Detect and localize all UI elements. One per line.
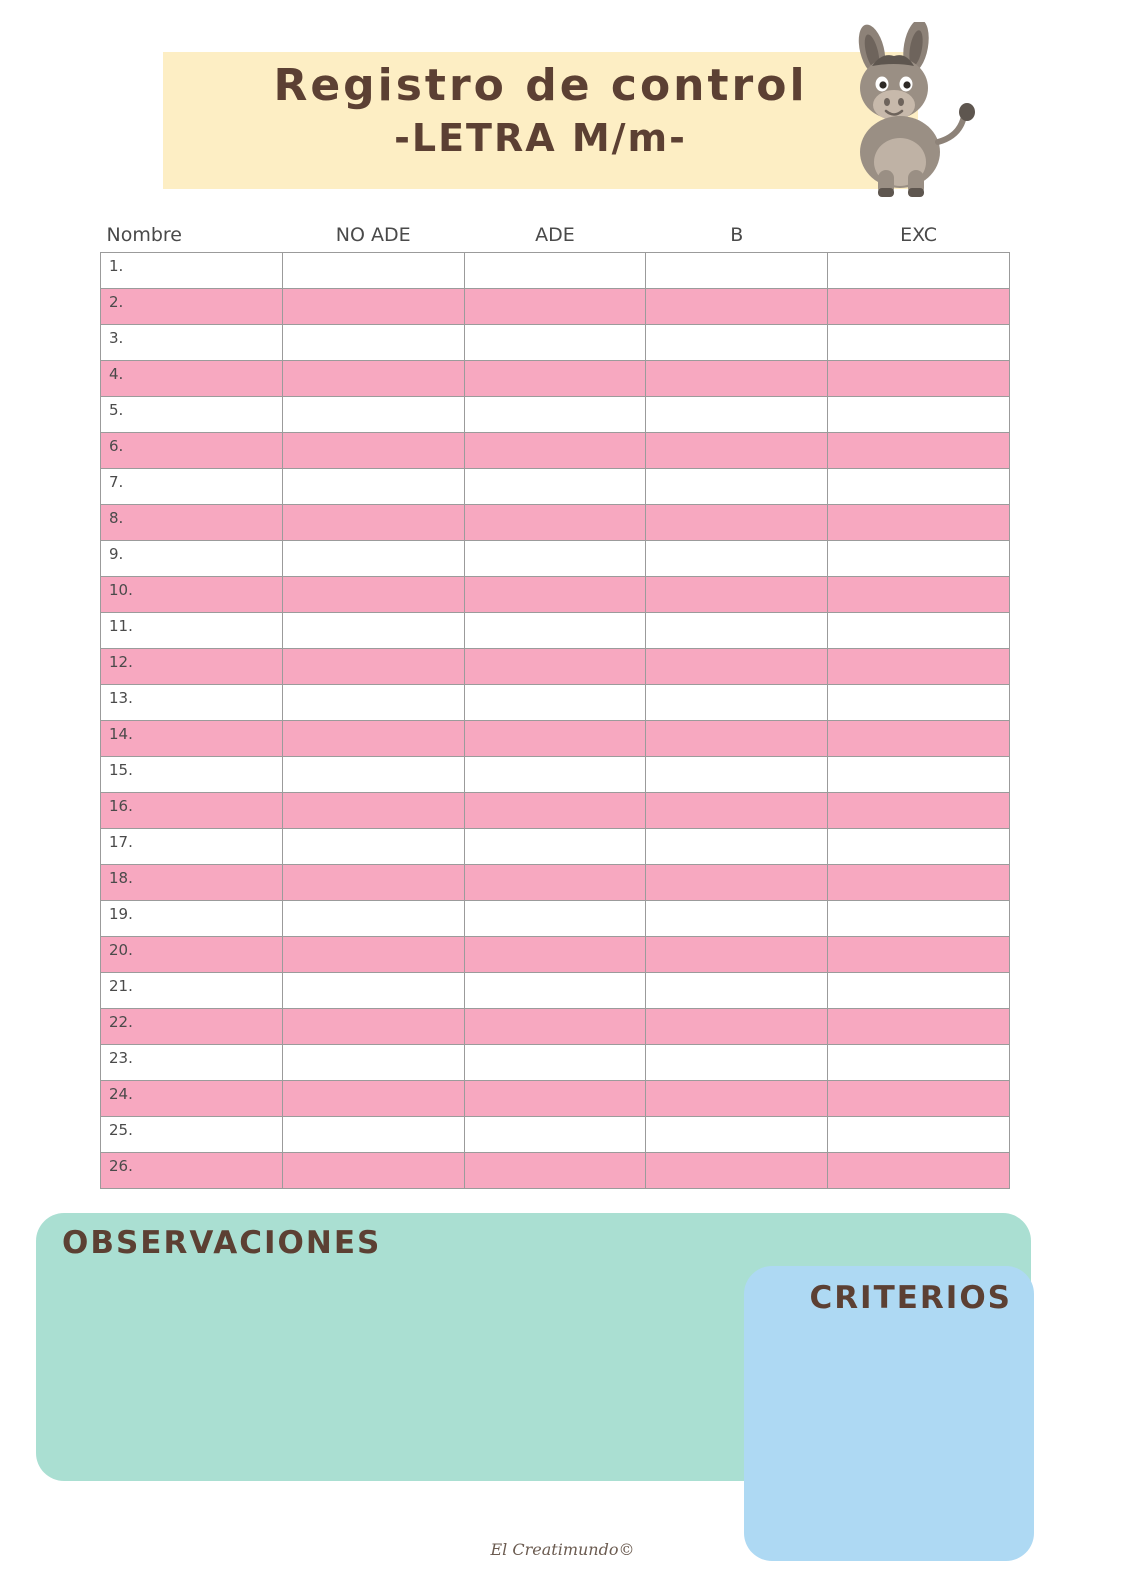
table-body — [101, 253, 1010, 1189]
column-header-no-ade: NO ADE — [335, 224, 411, 246]
row-number: 7. — [109, 473, 124, 491]
cell-b[interactable] — [646, 757, 828, 793]
cell-nombre[interactable] — [101, 361, 283, 397]
cell-b[interactable] — [646, 433, 828, 469]
cell-b[interactable] — [646, 469, 828, 505]
cell-ade[interactable] — [464, 1045, 646, 1081]
cell-ade[interactable] — [464, 505, 646, 541]
table-row[interactable] — [101, 865, 1010, 901]
cell-no-ade[interactable] — [282, 865, 464, 901]
row-number: 8. — [109, 509, 124, 527]
cell-no-ade[interactable] — [282, 901, 464, 937]
cell-nombre[interactable] — [101, 1081, 283, 1117]
cell-no-ade[interactable] — [282, 685, 464, 721]
cell-exc[interactable] — [828, 289, 1010, 325]
cell-exc[interactable] — [828, 469, 1010, 505]
cell-nombre[interactable] — [101, 253, 283, 289]
row-number: 26. — [109, 1157, 133, 1175]
cell-nombre[interactable] — [101, 1117, 283, 1153]
row-number: 5. — [109, 401, 124, 419]
cell-ade[interactable] — [464, 973, 646, 1009]
cell-b[interactable] — [646, 325, 828, 361]
row-number: 15. — [109, 761, 133, 779]
cell-no-ade[interactable] — [282, 1045, 464, 1081]
cell-nombre[interactable] — [101, 613, 283, 649]
cell-exc[interactable] — [828, 541, 1010, 577]
cell-nombre[interactable] — [101, 1045, 283, 1081]
cell-ade[interactable] — [464, 1081, 646, 1117]
table-row[interactable] — [101, 721, 1010, 757]
cell-exc[interactable] — [828, 937, 1010, 973]
cell-nombre[interactable] — [101, 757, 283, 793]
cell-nombre[interactable] — [101, 865, 283, 901]
cell-b[interactable] — [646, 1009, 828, 1045]
cell-exc[interactable] — [828, 1009, 1010, 1045]
table-row[interactable] — [101, 973, 1010, 1009]
cell-exc[interactable] — [828, 1153, 1010, 1189]
cell-nombre[interactable] — [101, 325, 283, 361]
table-row[interactable] — [101, 577, 1010, 613]
cell-ade[interactable] — [464, 541, 646, 577]
cell-b[interactable] — [646, 541, 828, 577]
cell-ade[interactable] — [464, 1009, 646, 1045]
cell-no-ade[interactable] — [282, 433, 464, 469]
cell-b[interactable] — [646, 793, 828, 829]
cell-no-ade[interactable] — [282, 289, 464, 325]
cell-no-ade[interactable] — [282, 253, 464, 289]
cell-nombre[interactable] — [101, 721, 283, 757]
table-row[interactable] — [101, 649, 1010, 685]
row-number: 13. — [109, 689, 133, 707]
cell-b[interactable] — [646, 829, 828, 865]
table-row[interactable] — [101, 757, 1010, 793]
cell-exc[interactable] — [828, 1081, 1010, 1117]
row-number: 20. — [109, 941, 133, 959]
cell-no-ade[interactable] — [282, 721, 464, 757]
cell-nombre[interactable] — [101, 685, 283, 721]
cell-no-ade[interactable] — [282, 577, 464, 613]
table-row[interactable] — [101, 469, 1010, 505]
cell-no-ade[interactable] — [282, 649, 464, 685]
cell-exc[interactable] — [828, 685, 1010, 721]
cell-nombre[interactable] — [101, 649, 283, 685]
row-number: 24. — [109, 1085, 133, 1103]
table-row[interactable] — [101, 361, 1010, 397]
table-row[interactable] — [101, 613, 1010, 649]
cell-nombre[interactable] — [101, 973, 283, 1009]
cell-exc[interactable] — [828, 397, 1010, 433]
row-number: 2. — [109, 293, 124, 311]
cell-ade[interactable] — [464, 757, 646, 793]
table-row[interactable] — [101, 397, 1010, 433]
table-row[interactable] — [101, 937, 1010, 973]
cell-b[interactable] — [646, 1117, 828, 1153]
table-row[interactable] — [101, 793, 1010, 829]
cell-ade[interactable] — [464, 325, 646, 361]
cell-no-ade[interactable] — [282, 361, 464, 397]
row-number: 3. — [109, 329, 124, 347]
row-number: 21. — [109, 977, 133, 995]
cell-ade[interactable] — [464, 721, 646, 757]
cell-nombre[interactable] — [101, 505, 283, 541]
cell-b[interactable] — [646, 937, 828, 973]
cell-ade[interactable] — [464, 649, 646, 685]
table-row[interactable] — [101, 289, 1010, 325]
cell-ade[interactable] — [464, 469, 646, 505]
cell-b[interactable] — [646, 577, 828, 613]
cell-nombre[interactable] — [101, 793, 283, 829]
cell-ade[interactable] — [464, 433, 646, 469]
cell-b[interactable] — [646, 613, 828, 649]
row-number: 22. — [109, 1013, 133, 1031]
cell-nombre[interactable] — [101, 433, 283, 469]
cell-exc[interactable] — [828, 901, 1010, 937]
criterios-title: CRITERIOS — [809, 1280, 1012, 1316]
cell-exc[interactable] — [828, 721, 1010, 757]
table-row[interactable] — [101, 829, 1010, 865]
table-row[interactable] — [101, 685, 1010, 721]
cell-no-ade[interactable] — [282, 1153, 464, 1189]
table-row[interactable] — [101, 1045, 1010, 1081]
cell-b[interactable] — [646, 1081, 828, 1117]
cell-no-ade[interactable] — [282, 613, 464, 649]
table-row[interactable] — [101, 325, 1010, 361]
cell-ade[interactable] — [464, 685, 646, 721]
cell-no-ade[interactable] — [282, 937, 464, 973]
cell-ade[interactable] — [464, 289, 646, 325]
cell-exc[interactable] — [828, 577, 1010, 613]
cell-ade[interactable] — [464, 829, 646, 865]
cell-nombre[interactable] — [101, 937, 283, 973]
cell-b[interactable] — [646, 397, 828, 433]
cell-nombre[interactable] — [101, 901, 283, 937]
cell-ade[interactable] — [464, 865, 646, 901]
row-number: 1. — [109, 257, 124, 275]
cell-b[interactable] — [646, 253, 828, 289]
cell-ade[interactable] — [464, 361, 646, 397]
row-number: 10. — [109, 581, 133, 599]
cell-no-ade[interactable] — [282, 1009, 464, 1045]
row-number: 12. — [109, 653, 133, 671]
footer-credit: El Creatimundo© — [490, 1540, 635, 1559]
observaciones-title: OBSERVACIONES — [62, 1225, 382, 1261]
criterios-box[interactable] — [744, 1266, 1034, 1561]
cell-b[interactable] — [646, 505, 828, 541]
cell-b[interactable] — [646, 1153, 828, 1189]
cell-b[interactable] — [646, 649, 828, 685]
registro-table-wrapper — [100, 224, 1010, 1189]
cell-no-ade[interactable] — [282, 505, 464, 541]
row-number: 11. — [109, 617, 133, 635]
cell-b[interactable] — [646, 901, 828, 937]
cell-b[interactable] — [646, 685, 828, 721]
cell-exc[interactable] — [828, 1045, 1010, 1081]
cell-ade[interactable] — [464, 1117, 646, 1153]
cell-b[interactable] — [646, 973, 828, 1009]
cell-exc[interactable] — [828, 325, 1010, 361]
cell-exc[interactable] — [828, 829, 1010, 865]
cell-exc[interactable] — [828, 1117, 1010, 1153]
cell-b[interactable] — [646, 289, 828, 325]
cell-ade[interactable] — [464, 901, 646, 937]
cell-no-ade[interactable] — [282, 793, 464, 829]
row-number: 17. — [109, 833, 133, 851]
cell-no-ade[interactable] — [282, 1081, 464, 1117]
cell-nombre[interactable] — [101, 541, 283, 577]
table-row[interactable] — [101, 1009, 1010, 1045]
table-row[interactable] — [101, 901, 1010, 937]
table-row[interactable] — [101, 1153, 1010, 1189]
cell-b[interactable] — [646, 721, 828, 757]
cell-ade[interactable] — [464, 253, 646, 289]
column-header-b: B — [730, 224, 744, 246]
cell-no-ade[interactable] — [282, 829, 464, 865]
cell-nombre[interactable] — [101, 1009, 283, 1045]
table-row[interactable] — [101, 541, 1010, 577]
donkey-illustration — [828, 22, 996, 202]
row-number: 6. — [109, 437, 124, 455]
row-number: 16. — [109, 797, 133, 815]
cell-exc[interactable] — [828, 361, 1010, 397]
cell-ade[interactable] — [464, 577, 646, 613]
cell-exc[interactable] — [828, 253, 1010, 289]
cell-ade[interactable] — [464, 397, 646, 433]
cell-ade[interactable] — [464, 613, 646, 649]
column-header-ade: ADE — [535, 224, 575, 246]
page-title — [163, 60, 918, 161]
row-number: 4. — [109, 365, 124, 383]
cell-exc[interactable] — [828, 865, 1010, 901]
cell-exc[interactable] — [828, 793, 1010, 829]
cell-no-ade[interactable] — [282, 1117, 464, 1153]
table-header — [101, 224, 1010, 253]
cell-ade[interactable] — [464, 1153, 646, 1189]
cell-exc[interactable] — [828, 505, 1010, 541]
table-header-row — [101, 224, 1010, 253]
cell-exc[interactable] — [828, 433, 1010, 469]
row-number: 25. — [109, 1121, 133, 1139]
cell-nombre[interactable] — [101, 577, 283, 613]
table-row[interactable] — [101, 1117, 1010, 1153]
cell-no-ade[interactable] — [282, 397, 464, 433]
cell-exc[interactable] — [828, 613, 1010, 649]
column-header-nombre: Nombre — [106, 224, 182, 246]
row-number: 9. — [109, 545, 124, 563]
cell-no-ade[interactable] — [282, 541, 464, 577]
cell-ade[interactable] — [464, 937, 646, 973]
cell-no-ade[interactable] — [282, 325, 464, 361]
cell-exc[interactable] — [828, 757, 1010, 793]
cell-nombre[interactable] — [101, 397, 283, 433]
row-number: 19. — [109, 905, 133, 923]
cell-nombre[interactable] — [101, 829, 283, 865]
row-number: 14. — [109, 725, 133, 743]
page-title-line1: Registro de control — [273, 60, 808, 111]
cell-b[interactable] — [646, 1045, 828, 1081]
cell-no-ade[interactable] — [282, 973, 464, 1009]
cell-nombre[interactable] — [101, 1153, 283, 1189]
cell-ade[interactable] — [464, 793, 646, 829]
row-number: 23. — [109, 1049, 133, 1067]
page-title-line2: -LETRA M/m- — [394, 115, 687, 160]
column-header-exc: EXC — [900, 224, 938, 246]
cell-exc[interactable] — [828, 649, 1010, 685]
cell-nombre[interactable] — [101, 469, 283, 505]
cell-no-ade[interactable] — [282, 469, 464, 505]
cell-b[interactable] — [646, 865, 828, 901]
table-row[interactable] — [101, 505, 1010, 541]
registro-table — [100, 224, 1010, 1189]
cell-b[interactable] — [646, 361, 828, 397]
table-row[interactable] — [101, 433, 1010, 469]
table-row[interactable] — [101, 253, 1010, 289]
row-number: 18. — [109, 869, 133, 887]
cell-nombre[interactable] — [101, 289, 283, 325]
table-row[interactable] — [101, 1081, 1010, 1117]
cell-exc[interactable] — [828, 973, 1010, 1009]
cell-no-ade[interactable] — [282, 757, 464, 793]
